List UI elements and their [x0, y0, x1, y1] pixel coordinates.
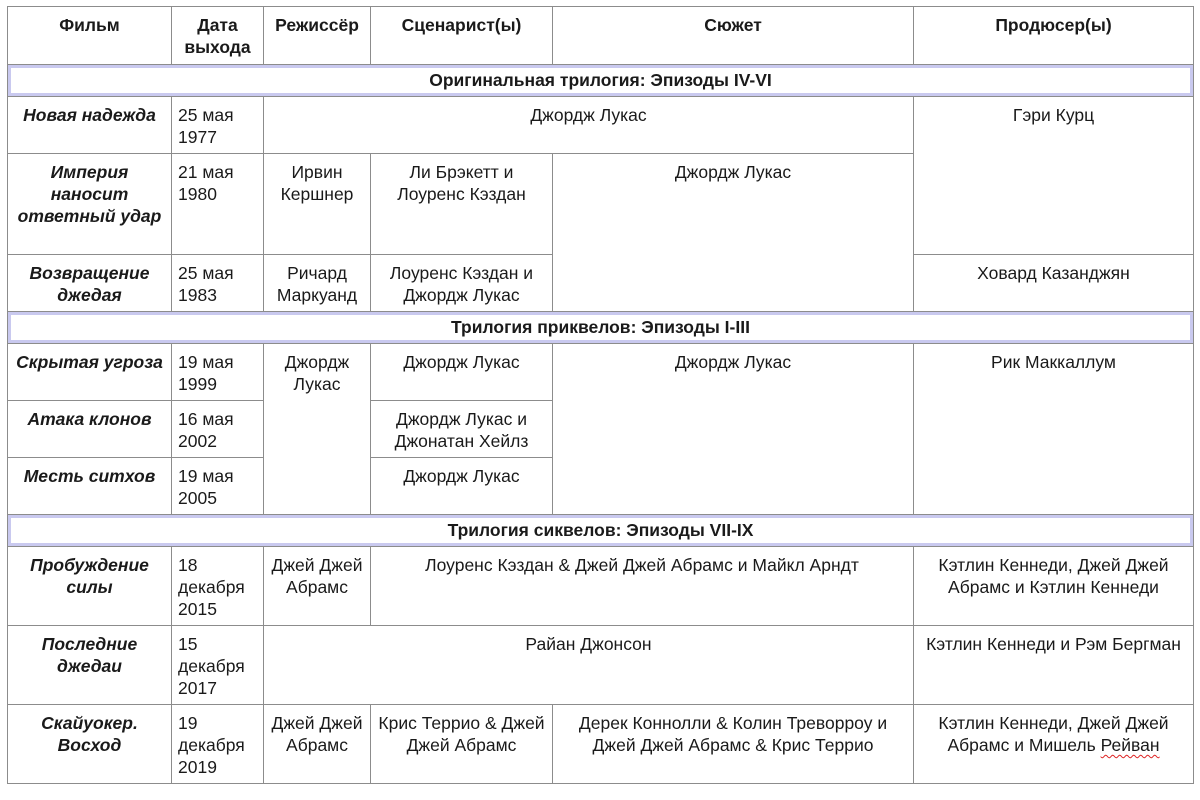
writers: Ли Брэкетт и Лоуренс Кэздан — [371, 154, 553, 255]
section-title-original: Оригинальная трилогия: Эпизоды IV-VI — [11, 68, 1190, 93]
film-title: Империя наносит ответный удар — [8, 154, 172, 255]
table-row — [8, 97, 1194, 154]
director: Ирвин Кершнер — [264, 154, 371, 255]
merged-credits: Райан Джонсон — [264, 626, 914, 705]
writers: Крис Террио & Джей Джей Абрамс — [371, 705, 553, 784]
merged-credits: Джордж Лукас — [264, 97, 914, 154]
film-title: Последние джедаи — [8, 626, 172, 705]
star-wars-films-table — [7, 6, 1194, 784]
story: Джордж Лукас — [553, 344, 914, 515]
film-title: Атака клонов — [8, 401, 172, 458]
table-row — [8, 626, 1194, 705]
header-director: Режиссёр — [264, 7, 371, 65]
release-date: 19 декабря 2019 — [172, 705, 264, 784]
release-date: 15 декабря 2017 — [172, 626, 264, 705]
release-date: 25 мая 1983 — [172, 255, 264, 312]
spellcheck-flagged-word: Рейван — [1100, 735, 1160, 755]
writers-and-story: Лоуренс Кэздан & Джей Джей Абрамс и Майкл Арндт — [371, 547, 914, 626]
section-title-sequel: Трилогия сиквелов: Эпизоды VII-IX — [11, 518, 1190, 543]
table-row — [8, 547, 1194, 626]
release-date: 21 мая 1980 — [172, 154, 264, 255]
table-row — [8, 344, 1194, 401]
story: Дерек Коннолли & Колин Треворроу и Джей Джей Абрамс & Крис Террио — [553, 705, 914, 784]
writers: Джордж Лукас и Джонатан Хейлз — [371, 401, 553, 458]
section-title-prequel: Трилогия приквелов: Эпизоды I-III — [11, 315, 1190, 340]
film-title: Новая надежда — [8, 97, 172, 154]
section-cell — [8, 515, 1194, 547]
producers: Кэтлин Кеннеди и Рэм Бергман — [914, 626, 1194, 705]
director: Джордж Лукас — [264, 344, 371, 515]
film-title: Скайуокер. Восход — [8, 705, 172, 784]
director: Джей Джей Абрамс — [264, 547, 371, 626]
header-producers: Продюсер(ы) — [914, 7, 1194, 65]
film-title: Пробуждение силы — [8, 547, 172, 626]
writers: Джордж Лукас — [371, 458, 553, 515]
producers: Рик Маккаллум — [914, 344, 1194, 515]
writers: Джордж Лукас — [371, 344, 553, 401]
header-writers: Сценарист(ы) — [371, 7, 553, 65]
release-date: 25 мая 1977 — [172, 97, 264, 154]
producers: Кэтлин Кеннеди, Джей Джей Абрамс и Кэтлин Кеннеди — [914, 547, 1194, 626]
table-row — [8, 705, 1194, 784]
producers-text: Кэтлин Кеннеди, Джей Джей Абрамс и Мишель — [938, 713, 1169, 755]
header-film: Фильм — [8, 7, 172, 65]
section-cell — [8, 65, 1194, 97]
film-title: Месть ситхов — [8, 458, 172, 515]
director: Джей Джей Абрамс — [264, 705, 371, 784]
director: Ричард Маркуанд — [264, 255, 371, 312]
section-row-original — [8, 65, 1194, 97]
header-row — [8, 7, 1194, 65]
release-date: 18 декабря 2015 — [172, 547, 264, 626]
film-title: Возвращение джедая — [8, 255, 172, 312]
section-row-prequel — [8, 312, 1194, 344]
release-date: 19 мая 1999 — [172, 344, 264, 401]
release-date: 19 мая 2005 — [172, 458, 264, 515]
producers: Гэри Курц — [914, 97, 1194, 255]
writers: Лоуренс Кэздан и Джордж Лукас — [371, 255, 553, 312]
film-title: Скрытая угроза — [8, 344, 172, 401]
story: Джордж Лукас — [553, 154, 914, 312]
header-story: Сюжет — [553, 7, 914, 65]
release-date: 16 мая 2002 — [172, 401, 264, 458]
section-cell — [8, 312, 1194, 344]
header-date: Дата выхода — [172, 7, 264, 65]
section-row-sequel — [8, 515, 1194, 547]
producers: Ховард Казанджян — [914, 255, 1194, 312]
producers — [914, 705, 1194, 784]
